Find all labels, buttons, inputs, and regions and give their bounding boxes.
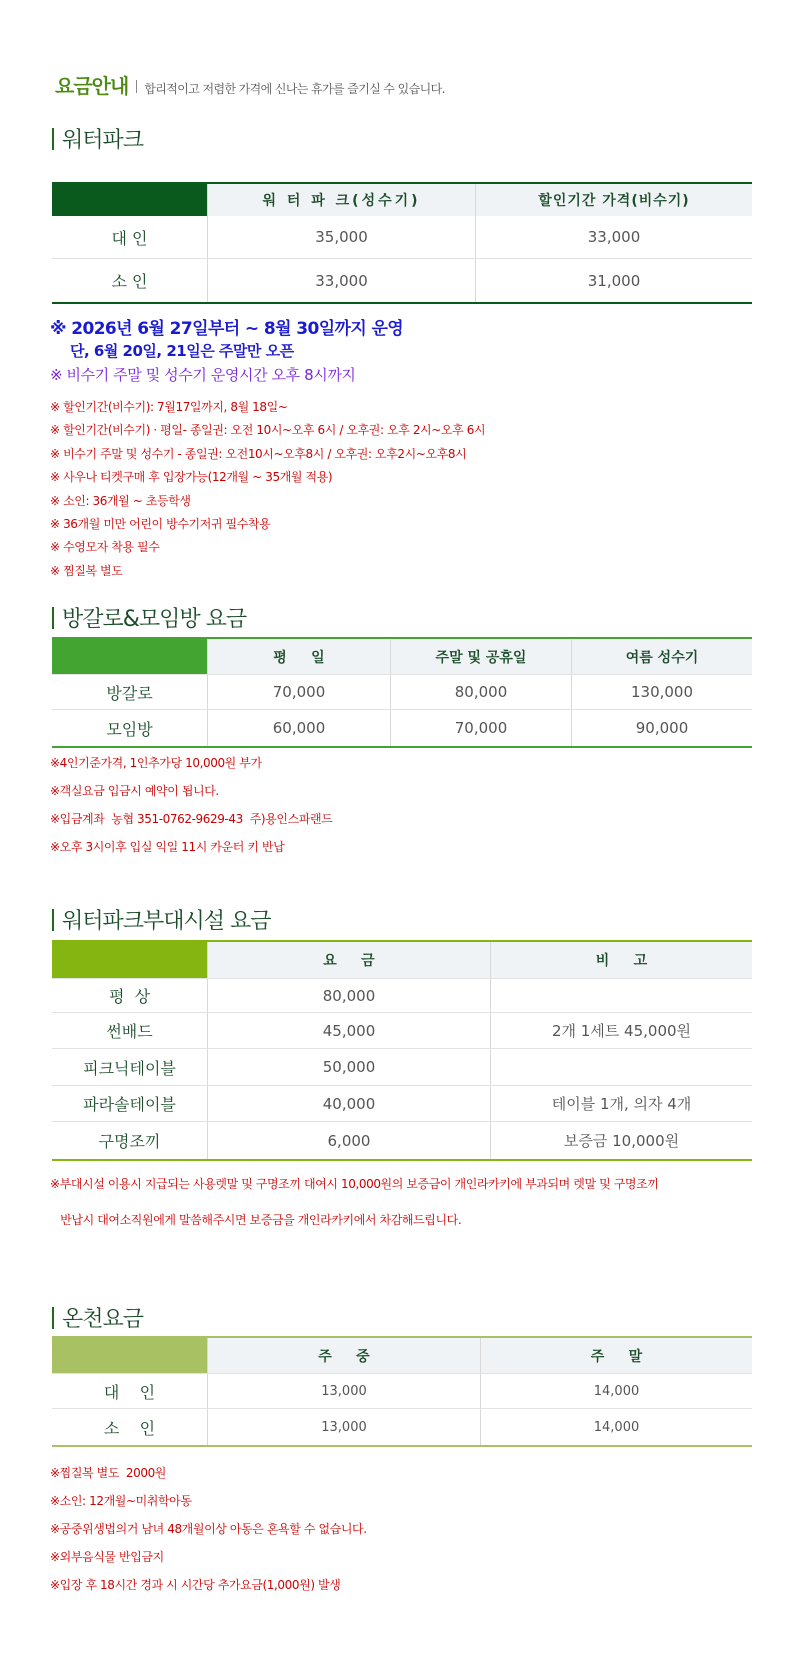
row-label: 피크닉테이블 (83, 1058, 176, 1078)
title-bar (52, 607, 54, 629)
waterpark-notice (50, 314, 403, 392)
bungalow-price-table (52, 637, 752, 748)
price-cell: 33,000 (207, 259, 475, 302)
note-item: ※ 36개월 미만 어린이 방수기저귀 필수착용 (50, 516, 271, 531)
page-subtitle: 합리적이고 저렴한 가격에 신나는 휴가를 즐기실 수 있습니다. (144, 82, 445, 96)
row-label: 소 인 (103, 1418, 156, 1438)
remark-cell (490, 1049, 752, 1085)
price-cell: 31,000 (475, 259, 752, 302)
waterpark-price-table (52, 182, 752, 304)
row-label: 대 인 (103, 1382, 156, 1402)
price-cell: 80,000 (207, 979, 490, 1012)
spa-price-table (52, 1336, 752, 1447)
price-cell: 40,000 (207, 1086, 490, 1121)
price-cell: 14,000 (480, 1374, 752, 1408)
row-label: 모임방 (106, 719, 153, 739)
row-label: 파라솔테이블 (83, 1095, 176, 1114)
facilities-notes (50, 1175, 658, 1235)
spa-title-text: 온천요금 (62, 1307, 144, 1332)
table-row (52, 709, 752, 746)
bungalow-notes (50, 754, 332, 866)
facilities-title-text: 워터파크부대시설 요금 (62, 909, 271, 934)
price-cell: 13,000 (207, 1409, 480, 1445)
facilities-section-title (52, 904, 271, 935)
row-label: 구명조끼 (98, 1132, 161, 1151)
bungalow-section-title (52, 602, 246, 633)
remark-cell: 보증금 10,000원 (490, 1122, 752, 1159)
table-row (52, 978, 752, 1012)
table-row (52, 216, 752, 258)
price-cell: 33,000 (475, 216, 752, 258)
note-item: ※입금계좌 농협 351-0762-9629-43 주)용인스파랜드 (50, 812, 333, 826)
note-item: ※ 소인: 36개월 ~ 초등학생 (50, 493, 191, 508)
waterpark-title-text: 워터파크 (62, 128, 144, 153)
header-divider (136, 80, 137, 93)
spa-notes (50, 1464, 367, 1604)
note-item: ※공중위생법의거 남녀 48개월이상 아동은 혼욕할 수 없습니다. (50, 1522, 367, 1536)
title-bar (52, 128, 54, 150)
remark-cell: 2개 1세트 45,000원 (490, 1013, 752, 1048)
note-item: ※입장 후 18시간 경과 시 시간당 추가요금(1,000원) 발생 (50, 1578, 341, 1592)
note-item: ※소인: 12개월~미취학아동 (50, 1494, 192, 1508)
operation-period-notice: ※ 2026년 6월 27일부터 ~ 8월 30일까지 운영 (50, 319, 404, 339)
column-header: 비 고 (490, 942, 752, 978)
bungalow-title-text: 방갈로&모임방 요금 (62, 607, 247, 632)
price-cell: 60,000 (207, 710, 390, 746)
spa-section-title (52, 1302, 143, 1333)
column-header: 워 터 파 크(성수기) (207, 184, 475, 216)
row-label: 방갈로 (106, 683, 153, 703)
price-cell: 45,000 (207, 1013, 490, 1048)
column-header: 주 중 (207, 1338, 480, 1373)
remark-cell: 테이블 1개, 의자 4개 (490, 1086, 752, 1121)
table-row (52, 674, 752, 709)
row-label: 평 상 (108, 987, 151, 1006)
weekend-open-notice: 단, 6월 20일, 21일은 주말만 오픈 (70, 342, 294, 360)
operating-hours-notice: ※ 비수기 주말 및 성수기 운영시간 오후 8시까지 (50, 366, 356, 384)
price-cell: 14,000 (480, 1409, 752, 1445)
column-header: 요 금 (207, 942, 490, 978)
table-row (52, 1048, 752, 1085)
column-header: 평 일 (207, 639, 390, 674)
table-corner-cell (52, 942, 207, 978)
note-item: ※ 수영모자 착용 필수 (50, 540, 160, 555)
note-item: ※ 찜질복 별도 (50, 563, 123, 578)
note-item: 반납시 대여소직원에게 말씀해주시면 보증금을 개인라카키에서 차감해드립니다. (50, 1213, 462, 1227)
table-row (52, 1408, 752, 1445)
note-item: ※ 비수기 주말 및 성수기 - 종일권: 오전10시~오후8시 / 오후권: 오후2시~오후8시 (50, 446, 467, 461)
price-cell: 130,000 (571, 675, 752, 709)
note-item: ※ 사우나 티켓구매 후 입장가능(12개월 ~ 35개월 적용) (50, 470, 333, 485)
price-cell: 80,000 (390, 675, 571, 709)
table-row (52, 1373, 752, 1408)
note-item: ※찜질복 별도 2000원 (50, 1466, 166, 1480)
note-item: ※ 할인기간(비수기) · 평일- 종일권: 오전 10시~오후 6시 / 오후권: 오후 2시~오후 6시 (50, 423, 486, 438)
table-header-row (52, 184, 752, 216)
table-row (52, 1085, 752, 1121)
page-header (55, 70, 445, 99)
table-header-row (52, 639, 752, 674)
note-item: ※오후 3시이후 입실 익일 11시 카운터 키 반납 (50, 840, 285, 854)
row-label: 소 인 (111, 272, 148, 291)
title-bar (52, 1307, 54, 1329)
column-header: 여름 성수기 (571, 639, 752, 674)
column-header: 주말 및 공휴일 (390, 639, 571, 674)
note-item: ※ 할인기간(비수기): 7월17일까지, 8월 18일~ (50, 400, 288, 414)
page-title: 요금안내 (55, 74, 129, 98)
table-row (52, 1121, 752, 1159)
table-corner-cell (52, 639, 207, 674)
note-item: ※4인기준가격, 1인추가당 10,000원 부가 (50, 756, 262, 770)
price-cell: 70,000 (390, 710, 571, 746)
remark-cell (490, 979, 752, 1012)
price-cell: 13,000 (207, 1374, 480, 1408)
table-corner-cell (52, 1338, 207, 1373)
row-label: 대 인 (111, 228, 148, 248)
table-header-row (52, 942, 752, 978)
price-cell: 35,000 (207, 216, 475, 258)
price-cell: 90,000 (571, 710, 752, 746)
price-cell: 6,000 (207, 1122, 490, 1159)
note-item: ※외부음식물 반입금지 (50, 1550, 164, 1564)
waterpark-section-title (52, 123, 143, 154)
facilities-price-table (52, 940, 752, 1161)
column-header: 주 말 (480, 1338, 752, 1373)
table-corner-cell (52, 184, 207, 216)
row-label: 썬배드 (106, 1022, 153, 1041)
title-bar (52, 909, 54, 931)
note-item: ※객실요금 입금시 예약이 됩니다. (50, 784, 219, 798)
table-row (52, 1012, 752, 1048)
table-row (52, 258, 752, 302)
note-item: ※부대시설 이용시 지급되는 사용렛말 및 구명조끼 대여시 10,000원의 보증금이 개인라카키에 부과되며 렛말 및 구명조끼 (50, 1177, 659, 1191)
column-header: 할인기간 가격(비수기) (475, 184, 752, 216)
table-header-row (52, 1338, 752, 1373)
price-cell: 50,000 (207, 1049, 490, 1085)
price-cell: 70,000 (207, 675, 390, 709)
waterpark-notes (50, 398, 485, 585)
